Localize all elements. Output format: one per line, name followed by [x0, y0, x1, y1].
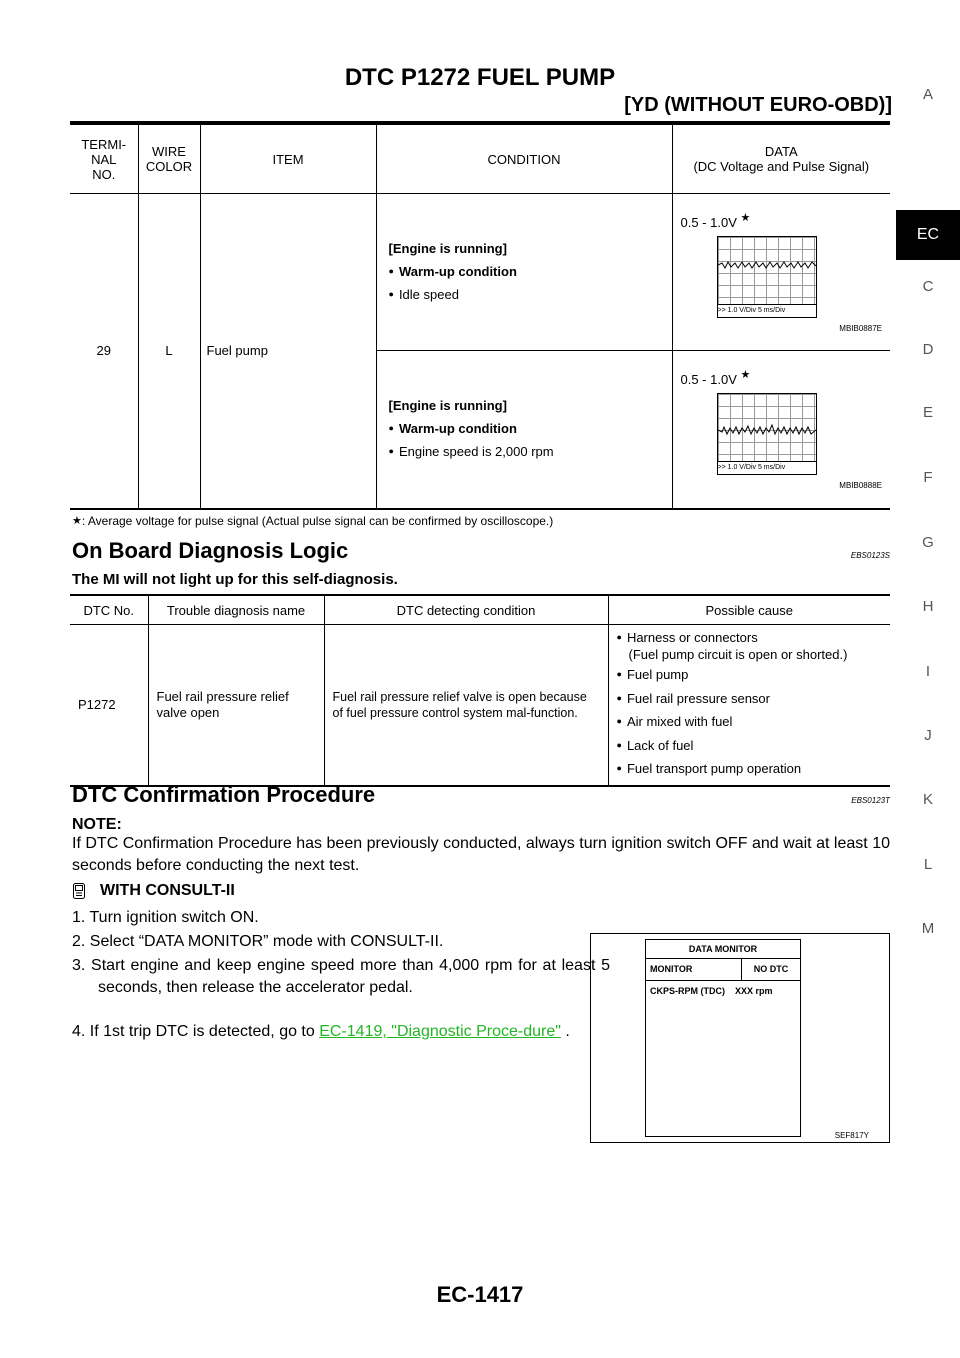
cause-item: ● Harness or connectors	[617, 629, 883, 646]
tab-m[interactable]: M	[921, 920, 935, 937]
diagnosis-name: Fuel rail pressure relief valve open	[148, 625, 324, 786]
header-condition: CONDITION	[376, 124, 672, 194]
header-diagnosis-name: Trouble diagnosis name	[148, 595, 324, 625]
tab-c[interactable]: C	[922, 278, 934, 295]
dtc-table-header	[70, 595, 890, 625]
footnote	[72, 514, 553, 528]
oscilloscope-figure	[717, 393, 817, 475]
header-wire-color: WIRE COLOR	[138, 124, 200, 194]
no-dtc-label: NO DTC	[753, 964, 789, 974]
step-1: 1. Turn ignition switch ON.	[72, 909, 259, 926]
tab-ec[interactable]: EC	[896, 210, 960, 260]
footnote-text: : Average voltage for pulse signal (Actual pulse signal can be confirmed by oscilloscope.)	[81, 514, 554, 528]
cause-item-detail: (Fuel pump circuit is open or shorted.)	[628, 647, 848, 662]
figure-id: MBIB0887E	[839, 324, 882, 333]
condition-line: ● Idle speed	[389, 283, 666, 306]
pulse-waveform	[718, 394, 816, 462]
header-item: ITEM	[200, 124, 376, 194]
section-heading-obd-logic: On Board Diagnosis Logic	[72, 538, 349, 563]
consult-device-icon	[72, 882, 86, 900]
terminal-table-header	[70, 124, 890, 194]
tab-g[interactable]: G	[922, 534, 934, 551]
wire-color: L	[138, 194, 200, 509]
tab-d[interactable]: D	[922, 341, 934, 358]
star-icon: ★	[72, 515, 82, 527]
possible-causes	[608, 625, 890, 786]
tab-h[interactable]: H	[922, 598, 934, 615]
tab-a[interactable]: A	[922, 86, 933, 103]
step-3: 3. Start engine and keep engine speed more than 4,000 rpm for at least 5 seconds, then release the accelerator pedal.	[72, 957, 610, 996]
tab-i[interactable]: I	[925, 663, 931, 680]
data-cell	[672, 351, 890, 509]
header-detecting-condition: DTC detecting condition	[324, 595, 608, 625]
scope-scale-label: >> 1.0 V/Div 5 ms/Div	[718, 461, 816, 474]
consult-screen	[645, 939, 801, 1137]
figure-id: MBIB0888E	[839, 481, 882, 491]
data-monitor-header-row	[646, 959, 800, 981]
table-row	[70, 194, 890, 351]
condition-cell	[376, 351, 672, 509]
tab-l[interactable]: L	[923, 856, 933, 873]
condition-title: [Engine is running]	[388, 398, 507, 414]
data-cell	[672, 194, 890, 351]
page-subtitle: [YD (WITHOUT EURO-OBD)]	[624, 94, 892, 116]
cause-item: ● Lack of fuel	[617, 734, 883, 758]
tab-k[interactable]: K	[922, 791, 933, 808]
tab-j[interactable]: J	[924, 727, 932, 744]
step-2: 2. Select “DATA MONITOR” mode with CONSULT-II.	[72, 933, 444, 950]
monitor-value: CKPS-RPM (TDC) XXX rpm	[650, 986, 773, 996]
cause-item: ● Air mixed with fuel	[617, 710, 883, 734]
pulse-waveform	[718, 237, 816, 305]
section-heading-confirmation: DTC Confirmation Procedure	[72, 782, 376, 807]
page-number: EC-1417	[436, 1282, 524, 1307]
terminal-table	[70, 123, 890, 510]
section-code: EBS0123T	[851, 796, 890, 805]
dtc-table	[70, 594, 890, 787]
header-data: DATA (DC Voltage and Pulse Signal)	[672, 124, 890, 194]
item-name: Fuel pump	[200, 194, 376, 509]
tab-f[interactable]: F	[923, 469, 933, 486]
header-dtc-no: DTC No.	[70, 595, 148, 625]
detecting-condition: Fuel rail pressure relief valve is open because of fuel pressure control system mal-function.	[324, 625, 608, 786]
step-4	[72, 1021, 610, 1043]
condition-line: Warm-up condition	[398, 421, 517, 437]
data-monitor-figure	[590, 933, 890, 1143]
figure-id: SEF817Y	[834, 1131, 869, 1140]
step-4-text: 4. If 1st trip DTC is detected, go to	[72, 1023, 320, 1040]
cause-item: ● Fuel pump	[617, 663, 883, 687]
consult-label: WITH CONSULT-II	[100, 882, 235, 899]
cause-item: ● Fuel transport pump operation	[617, 757, 883, 781]
header-terminal-no: TERMI- NAL NO.	[70, 124, 138, 194]
star-icon: ★	[740, 369, 751, 382]
condition-title: [Engine is running]	[388, 241, 507, 256]
dtc-number: P1272	[70, 625, 148, 786]
page-title: DTC P1272 FUEL PUMP	[344, 64, 616, 91]
note-text: If DTC Confirmation Procedure has been previously conducted, always turn ignition switch OFF and wait at least 10 seconds before conducting the next test.	[72, 835, 890, 874]
condition-cell	[376, 194, 672, 351]
section-code: EBS0123S	[850, 551, 890, 560]
scope-scale-label: >> 1.0 V/Div 5 ms/Div	[718, 304, 816, 317]
note-label: NOTE:	[72, 816, 122, 833]
section-intro: The MI will not light up for this self-diagnosis.	[72, 571, 398, 588]
tab-e[interactable]: E	[922, 404, 933, 421]
condition-line: ● Engine speed is 2,000 rpm	[389, 440, 666, 463]
oscilloscope-figure	[717, 236, 817, 318]
terminal-no: 29	[70, 194, 138, 509]
cause-item: ● Fuel rail pressure sensor	[617, 687, 883, 711]
header-possible-cause: Possible cause	[608, 595, 890, 625]
monitor-label: MONITOR	[646, 959, 742, 980]
data-voltage: 0.5 - 1.0V	[680, 215, 737, 230]
table-row	[70, 625, 890, 786]
consult-heading	[72, 880, 235, 902]
data-voltage: 0.5 - 1.0V	[680, 372, 737, 388]
data-monitor-title: DATA MONITOR	[646, 940, 800, 959]
step-4-end: .	[560, 1023, 570, 1040]
star-icon: ★	[740, 212, 751, 224]
diagnostic-procedure-link[interactable]: EC-1419, "Diagnostic Proce-dure"	[319, 1023, 561, 1040]
condition-line: Warm-up condition	[398, 264, 517, 279]
